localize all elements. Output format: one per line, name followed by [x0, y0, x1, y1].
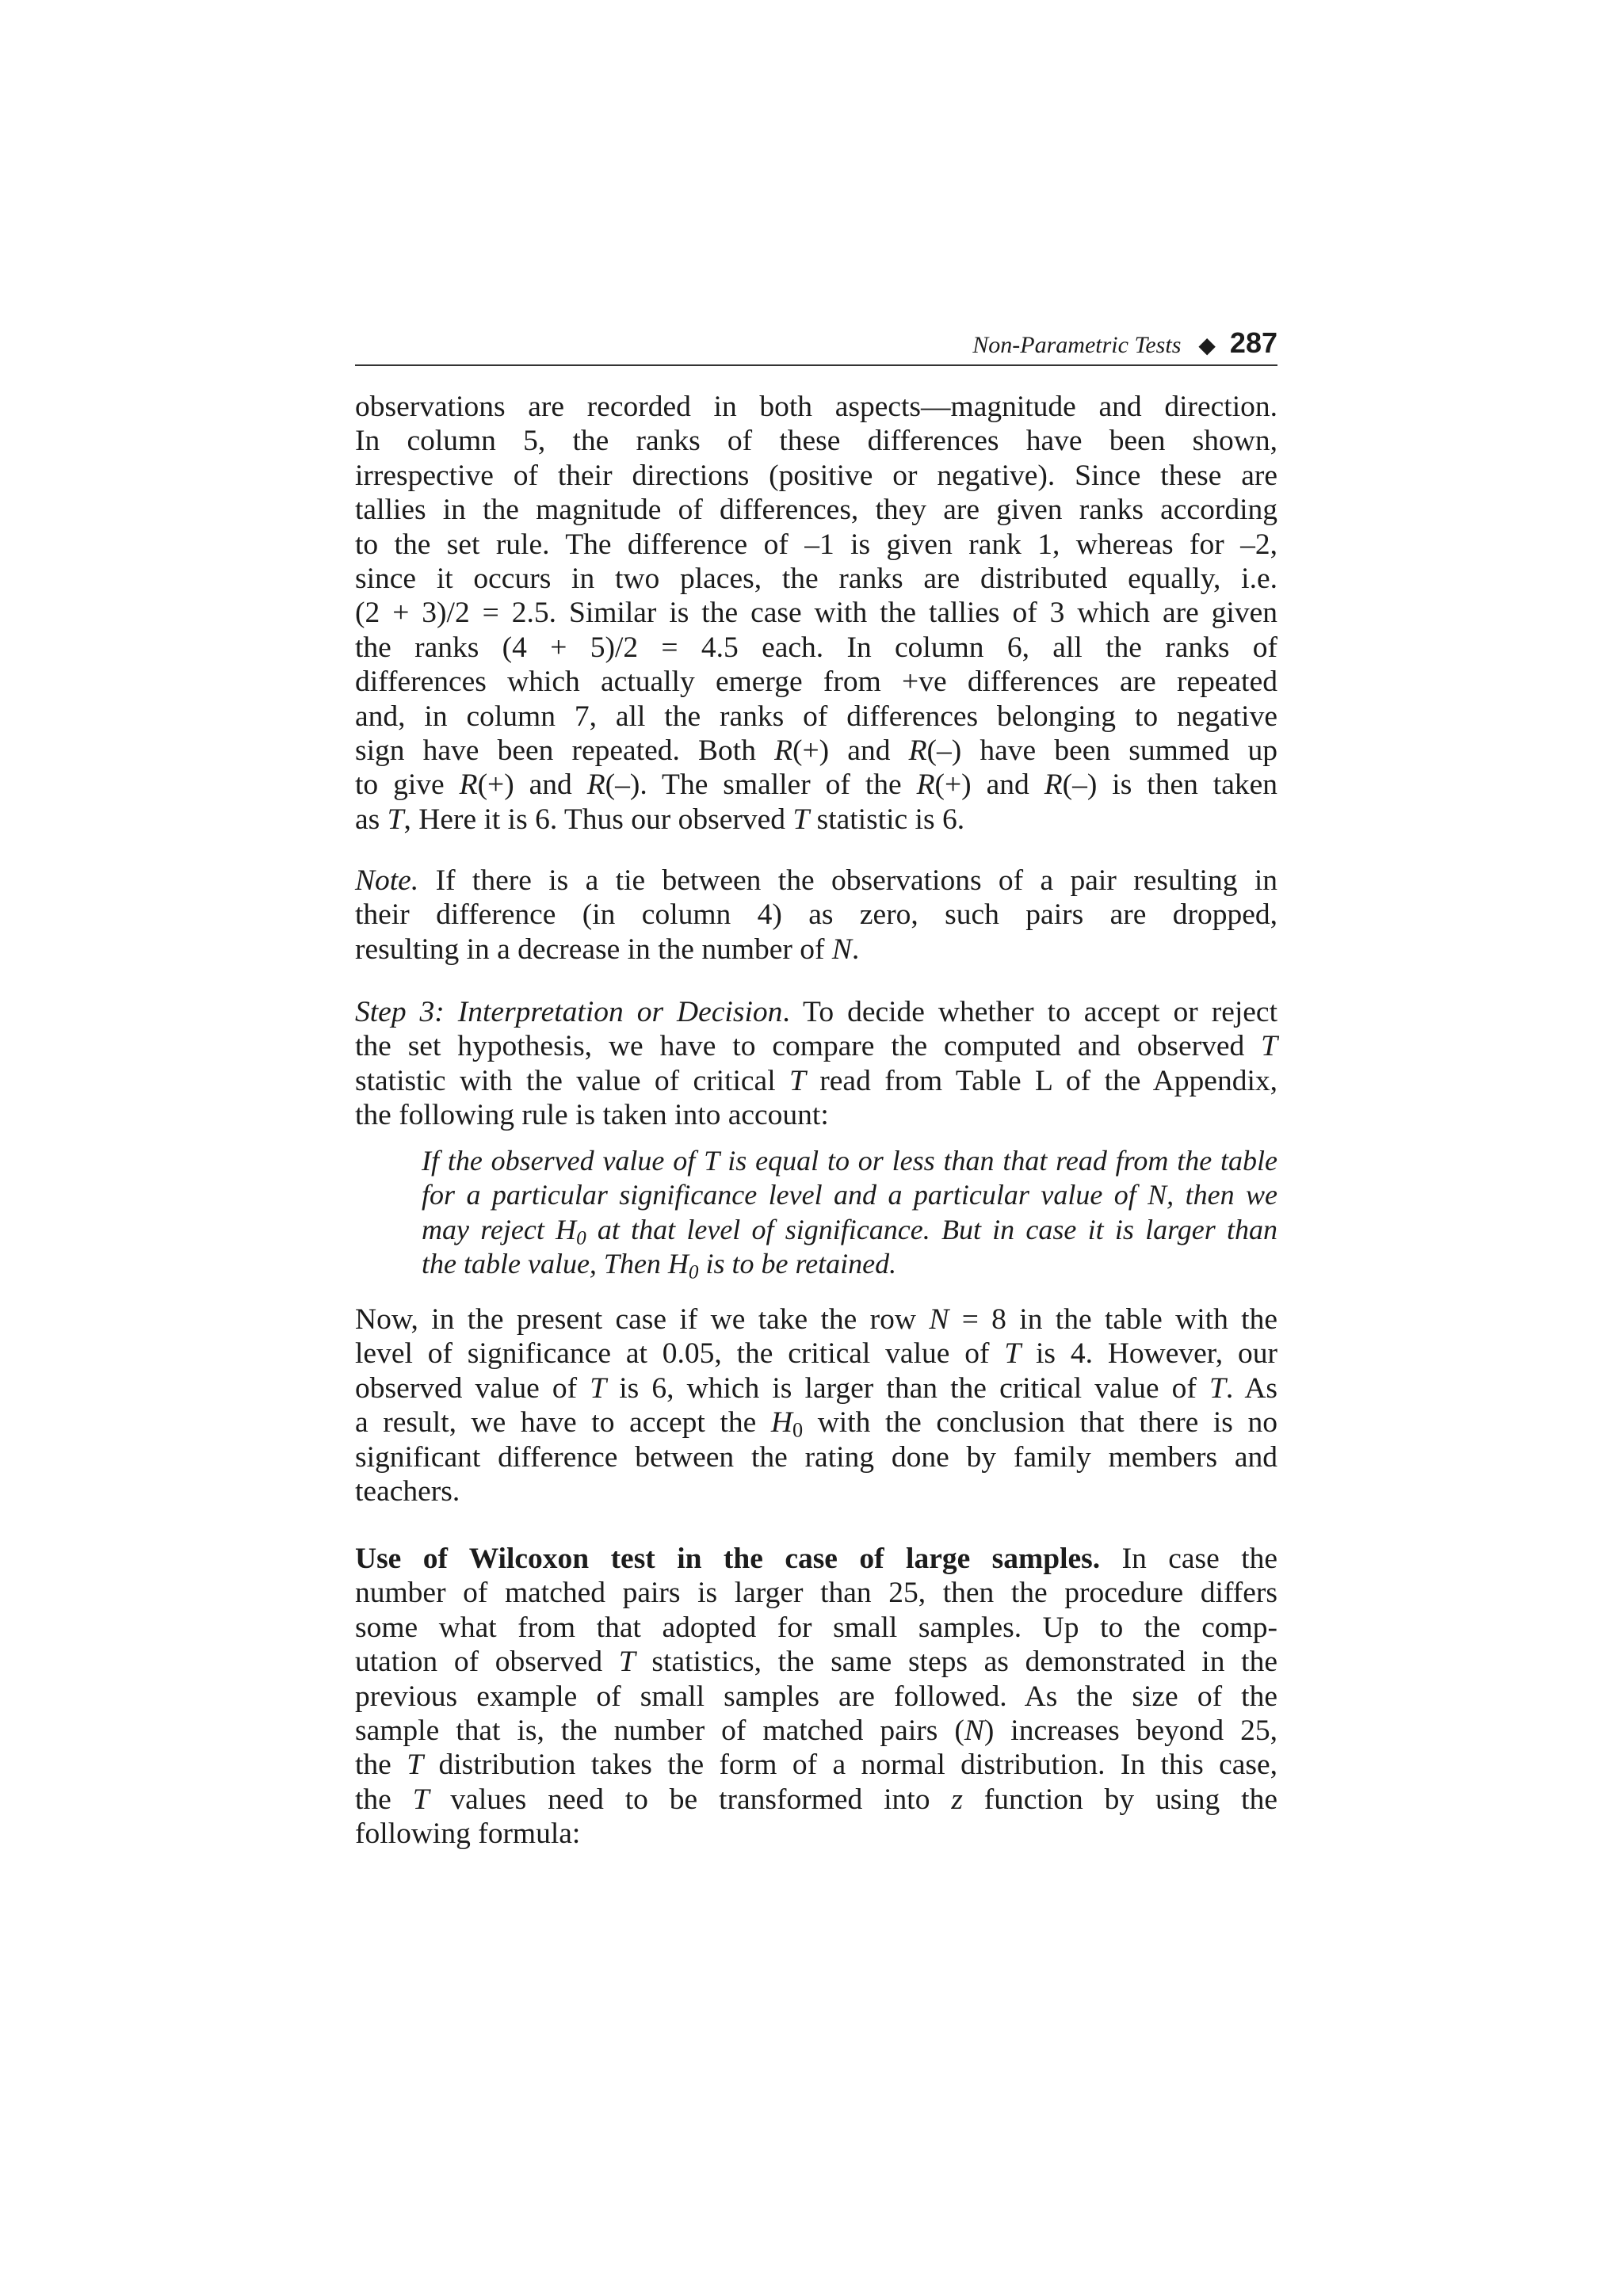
text-line: differences which actually emerge from +ve differences are repeated [355, 666, 1277, 699]
text-line: teachers. [355, 1475, 460, 1508]
text-line: as T, Here it is 6. Thus our observed T statistic is 6. [355, 803, 965, 836]
text-line: Now, in the present case if we take the row N = 8 in the table with the [355, 1303, 1277, 1336]
text-line: significant difference between the rating done by family members and [355, 1440, 1277, 1474]
text-line: tallies in the magnitude of differences, they are given ranks according [355, 494, 1277, 527]
text-line: to give R(+) and R(–). The smaller of the R(+) and R(–) is then taken [355, 769, 1277, 802]
text-line: the set hypothesis, we have to compare the computed and observed T [355, 1030, 1277, 1063]
text-line: previous example of small samples are followed. As the size of the [355, 1680, 1277, 1713]
text-line: some what from that adopted for small samples. Up to the comp- [355, 1611, 1277, 1644]
text-line: If the observed value of T is equal to or less than that read from the table [422, 1145, 1277, 1177]
text-line: since it occurs in two places, the ranks are distributed equally, i.e. [355, 563, 1277, 596]
text-line: number of matched pairs is larger than 25, then the procedure differs [355, 1577, 1277, 1610]
text-line: for a particular significance level and a particular value of N, then we [422, 1179, 1277, 1211]
step-heading: Interpretation or Decision [457, 996, 783, 1028]
diamond-icon: ◆ [1198, 334, 1216, 358]
text-line: sign have been repeated. Both R(+) and R(–) have been summed up [355, 734, 1277, 768]
note-label: Note. [355, 864, 419, 897]
text-line: observed value of T is 6, which is larger than the critical value of T. As [355, 1371, 1277, 1405]
text-line: In column 5, the ranks of these differences have been shown, [355, 425, 1277, 458]
text-line: the T distribution takes the form of a normal distribution. In this case, [355, 1749, 1277, 1782]
text-line: the following rule is taken into account: [355, 1099, 829, 1132]
text-line: and, in column 7, all the ranks of differences belonging to negative [355, 700, 1277, 733]
text-line: resulting in a decrease in the number of N. [355, 933, 860, 966]
note-paragraph [355, 864, 1277, 967]
text-line: to the set rule. The difference of –1 is given rank 1, whereas for –2, [355, 528, 1277, 561]
text-line: a result, we have to accept the $H_0$ with the conclusion that there is no [355, 1406, 1277, 1442]
text-line: the T values need to be transformed into z function by using the [355, 1783, 1277, 1816]
chapter-title: Non-Parametric Tests [972, 332, 1182, 358]
text-line: sample that is, the number of matched pairs (N) increases beyond 25, [355, 1714, 1277, 1748]
text-line: following formula: [355, 1817, 581, 1851]
text-line: irrespective of their directions (positive or negative). Since these are [355, 459, 1277, 492]
text-line: Step 3: Interpretation or Decision. To decide whether to accept or reject [355, 996, 1277, 1028]
paragraph-present-case [355, 1302, 1277, 1508]
decision-rule-quote [422, 1144, 1277, 1282]
text-line: statistic with the value of critical T read from Table L of the Appendix, [355, 1064, 1277, 1097]
text-line: their difference (in column 4) as zero, such pairs are dropped, [355, 898, 1277, 932]
section-heading: Use of Wilcoxon test in the case of large samples. [355, 1543, 1101, 1575]
step3-paragraph [355, 995, 1277, 1133]
text-line: (2 + 3)/2 = 2.5. Similar is the case with the tallies of 3 which are given [355, 597, 1277, 630]
text-line: may reject $H_0$ at that level of significance. But in case it is larger than [422, 1213, 1277, 1249]
text-line: the ranks (4 + 5)/2 = 4.5 each. In column 6, all the ranks of [355, 631, 1277, 664]
text-line: Use of Wilcoxon test in the case of large samples. In case the [355, 1543, 1278, 1575]
paragraph-large-samples [355, 1542, 1277, 1852]
text-line: level of significance at 0.05, the critical value of T is 4. However, our [355, 1337, 1277, 1371]
step-label: Step 3: [355, 996, 445, 1028]
paragraph-ranks [355, 390, 1277, 837]
running-header [355, 326, 1277, 366]
text-line: Note. If there is a tie between the observations of a pair resulting in [355, 864, 1277, 897]
text-line: observations are recorded in both aspects—magnitude and direction. [355, 391, 1277, 423]
text-line: utation of observed T statistics, the same steps as demonstrated in the [355, 1646, 1277, 1679]
text-line: the table value, Then $H_0$ is to be retained. [422, 1248, 897, 1283]
page-number: 287 [1229, 326, 1277, 359]
